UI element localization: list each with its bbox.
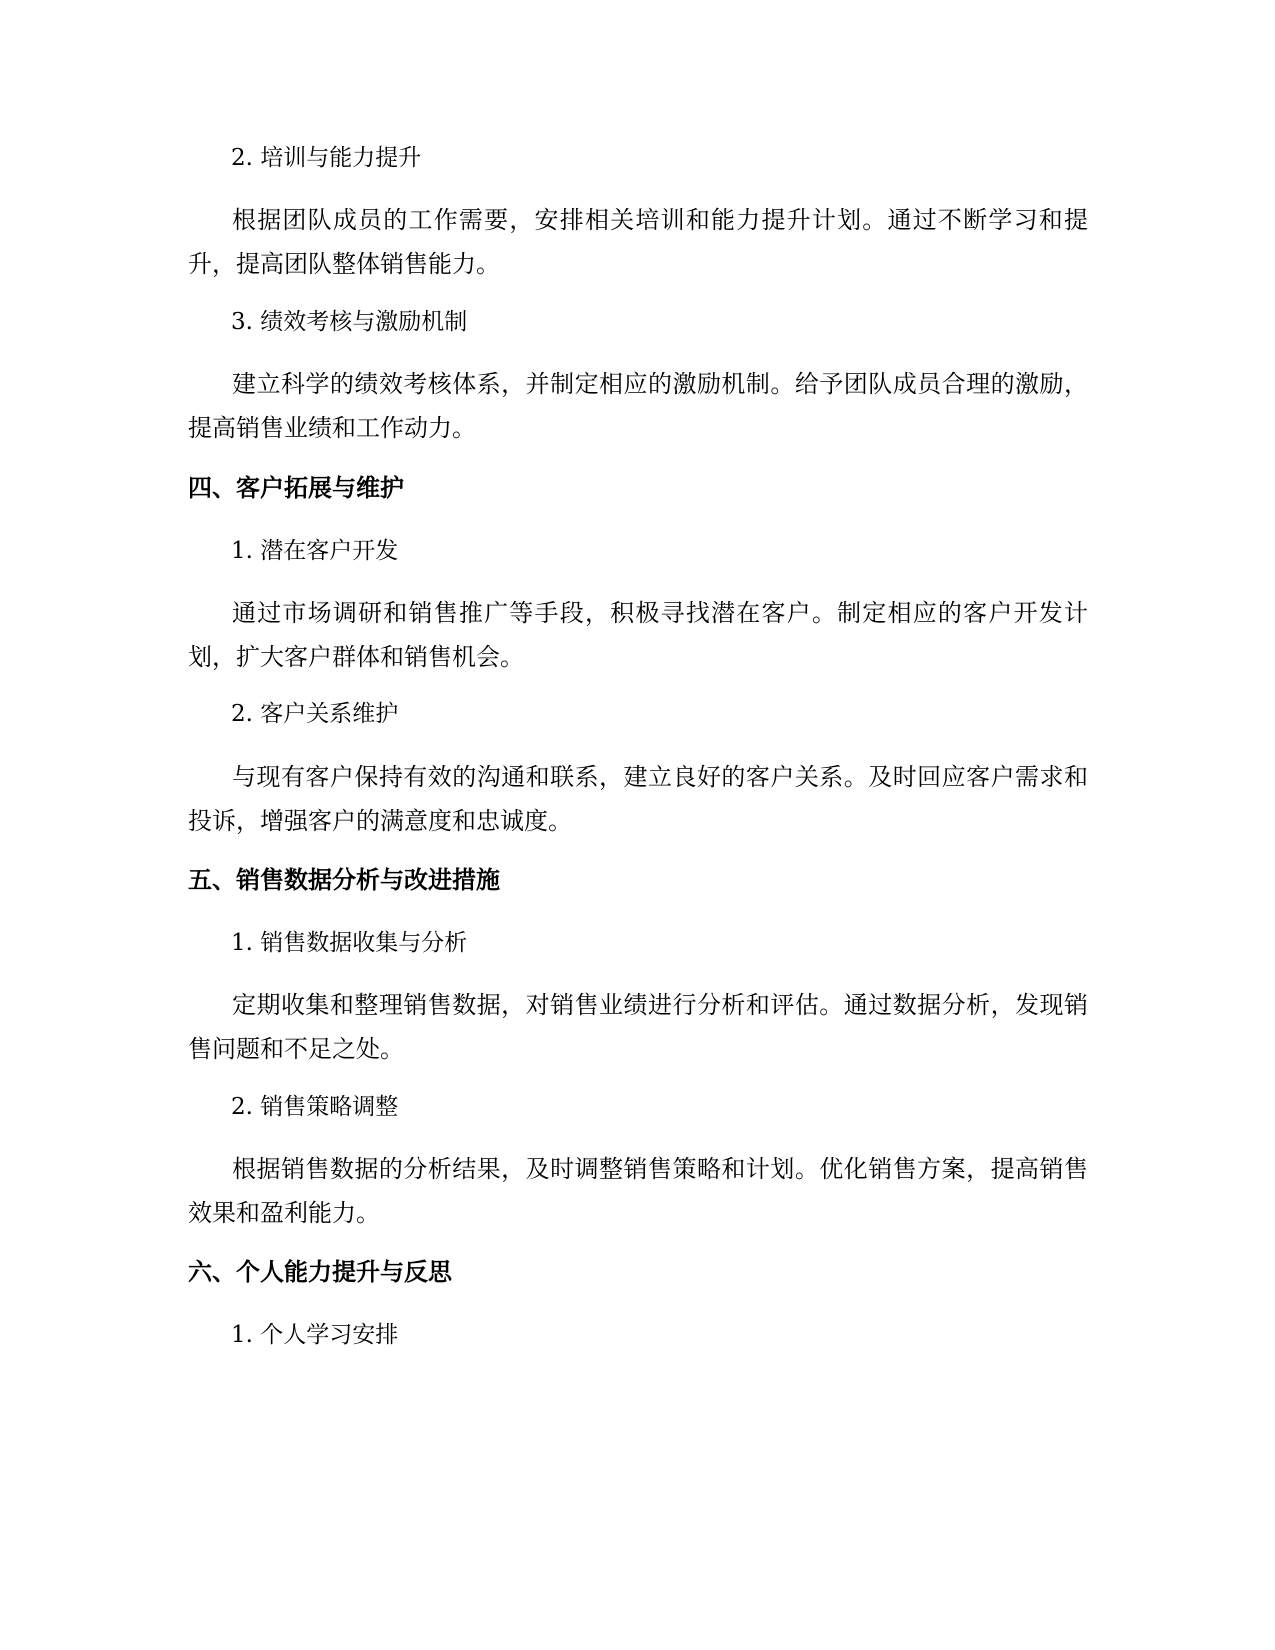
paragraph-performance: 建立科学的绩效考核体系，并制定相应的激励机制。给予团队成员合理的激励，提高销售业绩和工作动力。 xyxy=(188,370,1088,442)
list-item-data-collection: 1. 销售数据收集与分析 xyxy=(231,930,468,956)
paragraph-training: 根据团队成员的工作需要，安排相关培训和能力提升计划。通过不断学习和提升，提高团队整体销售能力。 xyxy=(188,206,1088,278)
list-item-prospects: 1. 潜在客户开发 xyxy=(231,538,399,564)
list-item-relations: 2. 客户关系维护 xyxy=(231,701,399,727)
paragraph-prospects: 通过市场调研和销售推广等手段，积极寻找潜在客户。制定相应的客户开发计划，扩大客户群体和销售机会。 xyxy=(188,599,1088,671)
list-item-learning: 1. 个人学习安排 xyxy=(231,1322,399,1348)
paragraph-strategy: 根据销售数据的分析结果，及时调整销售策略和计划。优化销售方案，提高销售效果和盈利能力。 xyxy=(188,1155,1088,1227)
section-heading-sales-data: 五、销售数据分析与改进措施 xyxy=(188,866,500,894)
list-item-training: 2. 培训与能力提升 xyxy=(231,145,422,171)
paragraph-relations: 与现有客户保持有效的沟通和联系，建立良好的客户关系。及时回应客户需求和投诉，增强客户的满意度和忠诚度。 xyxy=(188,763,1088,835)
list-item-performance: 3. 绩效考核与激励机制 xyxy=(231,309,468,335)
section-heading-customer: 四、客户拓展与维护 xyxy=(188,474,404,502)
list-item-strategy: 2. 销售策略调整 xyxy=(231,1094,399,1120)
paragraph-data-collection: 定期收集和整理销售数据，对销售业绩进行分析和评估。通过数据分析，发现销售问题和不足之处。 xyxy=(188,991,1088,1063)
section-heading-personal: 六、个人能力提升与反思 xyxy=(188,1258,452,1286)
